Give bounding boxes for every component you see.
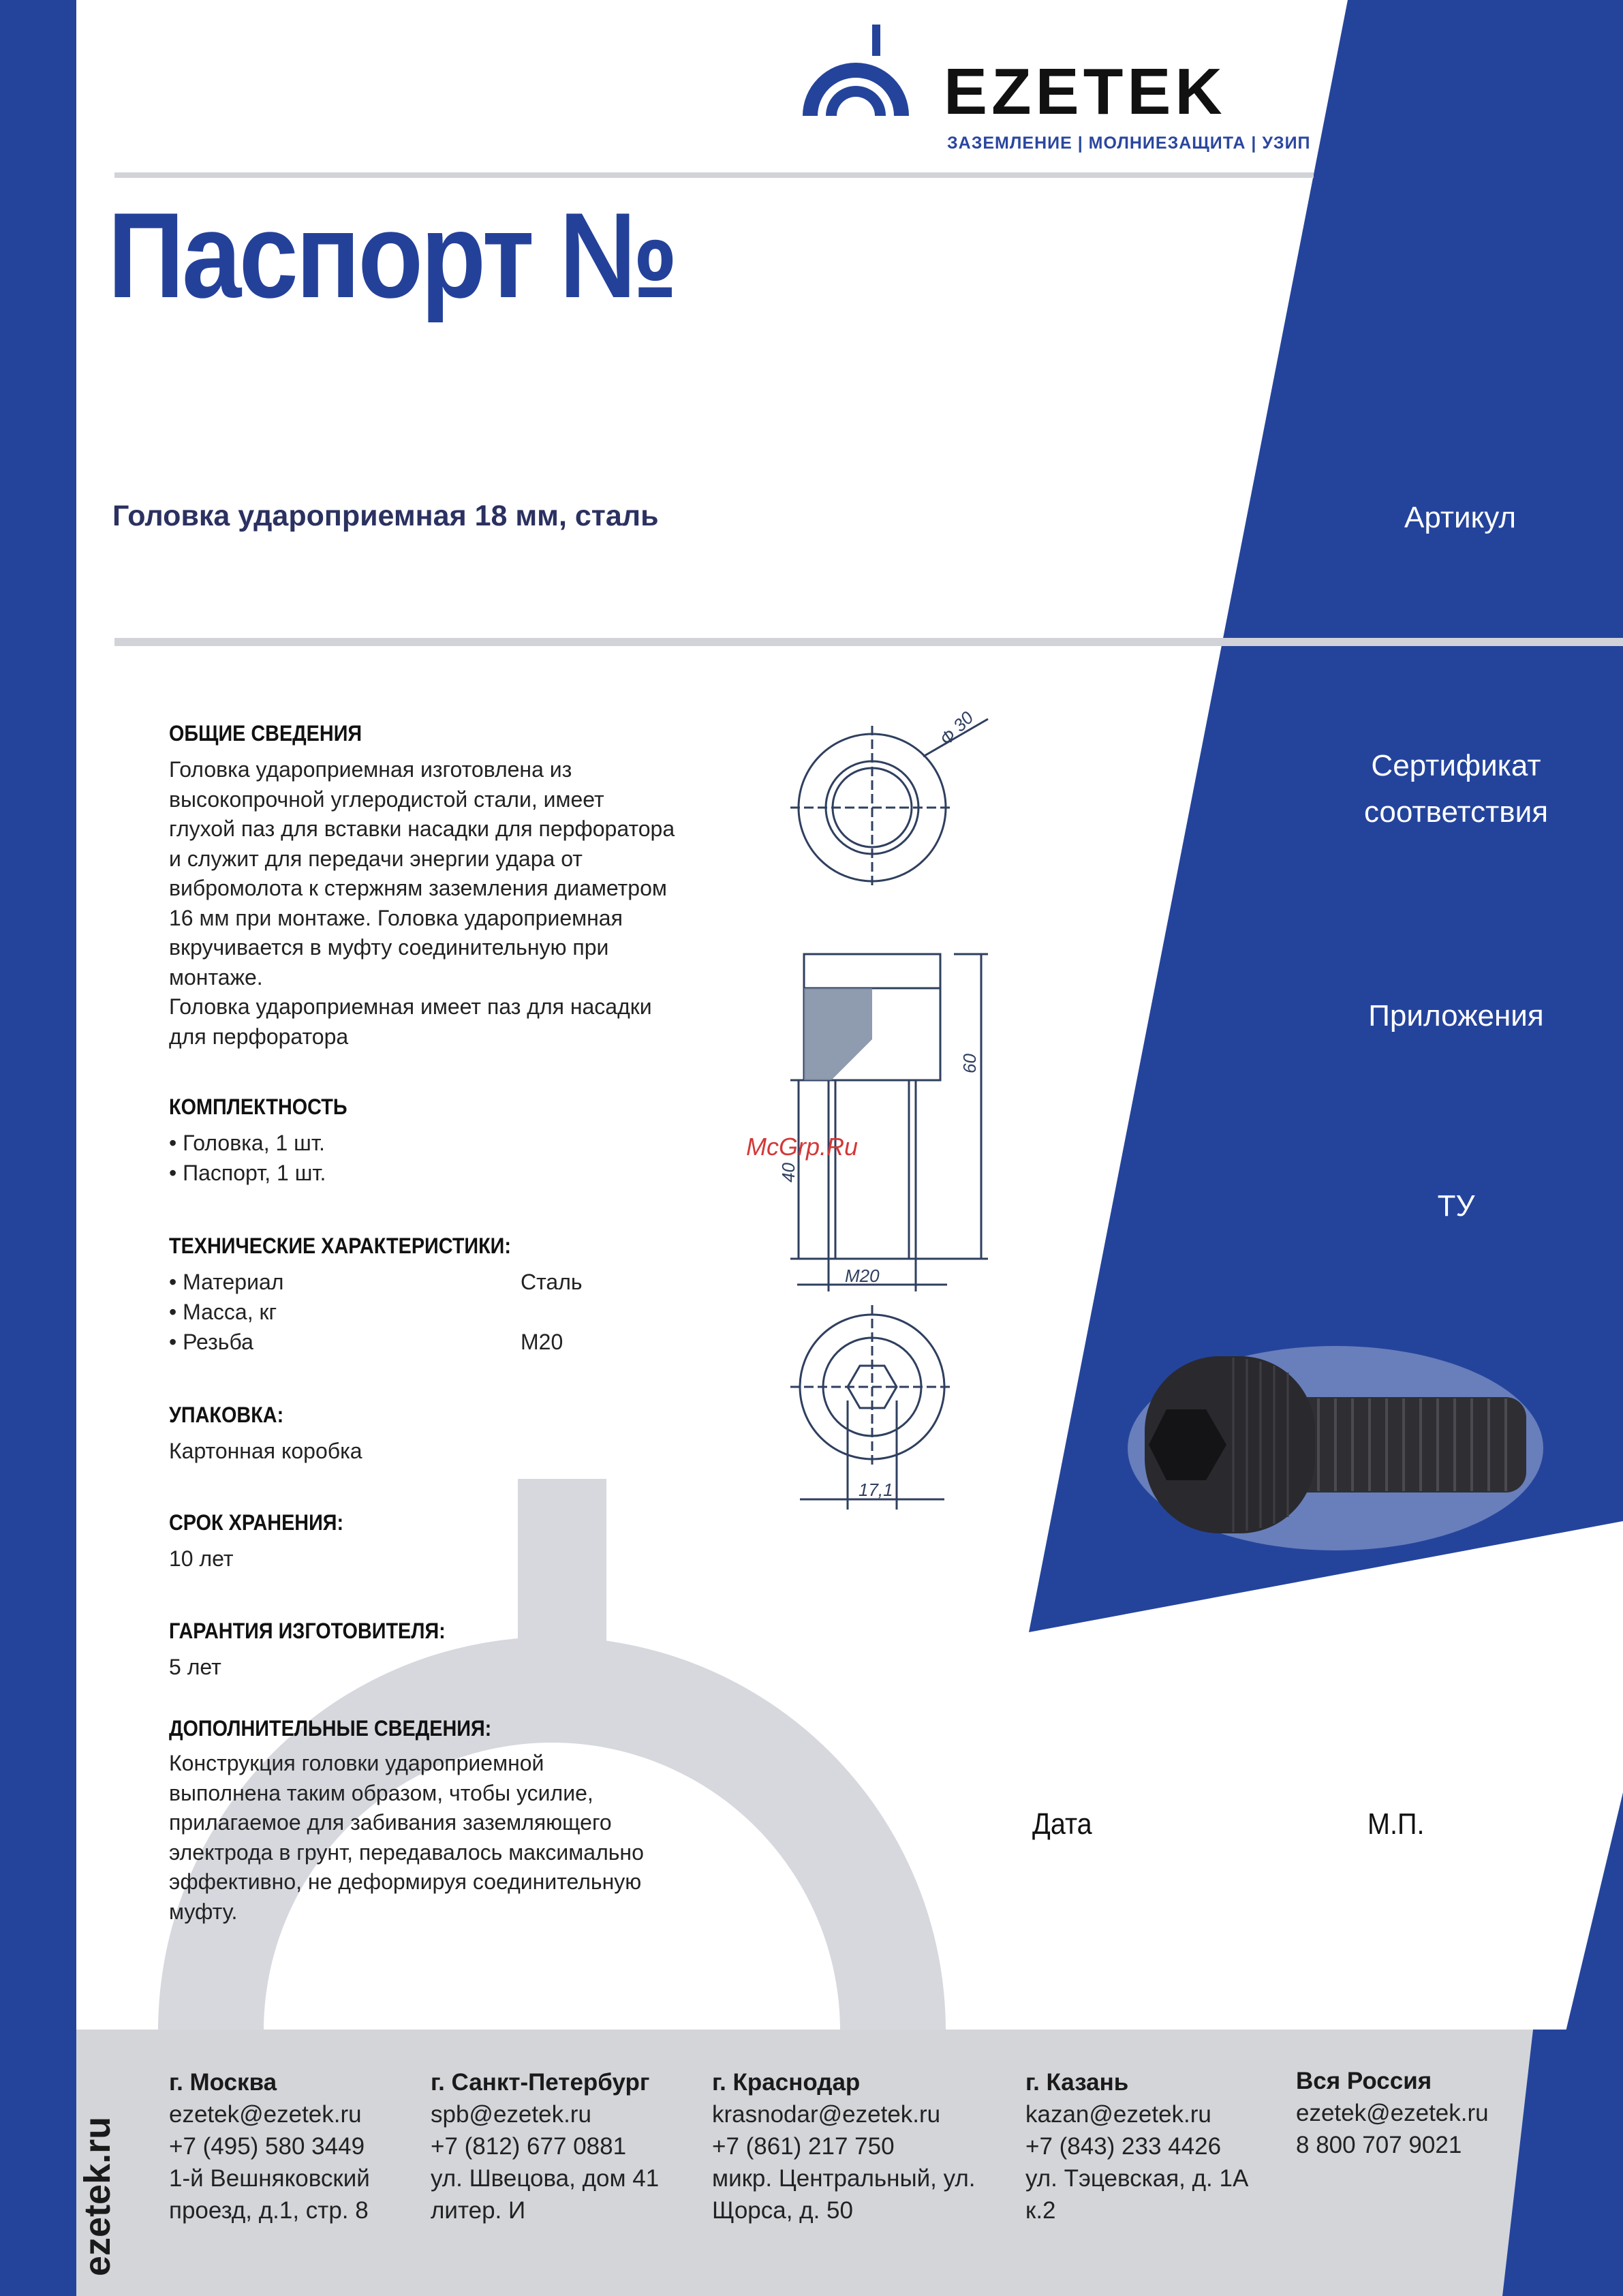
spec-label: • Материал	[169, 1270, 284, 1294]
watermark-text: McGrp.Ru	[746, 1133, 859, 1161]
office-moscow	[169, 2066, 455, 2226]
list-item: • Паспорт, 1 шт.	[169, 1160, 326, 1185]
certificate-line-2: соответствия	[1363, 795, 1549, 829]
office-address: 1-й Вешняковский	[169, 2165, 370, 2192]
tu-label: ТУ	[1437, 1189, 1475, 1223]
drawing-dia-label: Ф 30	[936, 707, 978, 750]
spec-value: Сталь	[521, 1270, 583, 1294]
office-address: к.2	[1025, 2197, 1056, 2224]
office-address: микр. Центральный, ул.	[712, 2165, 976, 2192]
office-city: г. Санкт-Петербург	[431, 2069, 650, 2096]
text-line: и служит для передачи энергии удара от	[169, 846, 583, 871]
brand-tagline: ЗАЗЕМЛЕНИЕ | МОЛНИЕЗАЩИТА | УЗИП	[947, 134, 1311, 153]
text-line: Головка удароприемная изготовлена из	[169, 757, 572, 782]
drawing-length-label: 60	[959, 1054, 980, 1073]
office-address: ул. Швецова, дом 41	[431, 2165, 660, 2192]
office-email[interactable]: ezetek@ezetek.ru	[169, 2101, 362, 2128]
certificate-line-1: Сертификат	[1371, 749, 1541, 782]
drawing-thread-length-label: 40	[778, 1163, 799, 1182]
warranty-text: 5 лет	[169, 1655, 221, 1679]
text-line: Головка удароприемная имеет паз для насадки	[169, 994, 652, 1019]
technical-drawing	[778, 707, 1015, 1523]
spec-row	[169, 1298, 646, 1328]
brand-logo-icon	[799, 25, 913, 116]
office-spb	[431, 2066, 717, 2226]
office-address: ул. Тэцевская, д. 1А	[1025, 2165, 1249, 2192]
office-email[interactable]: ezetek@ezetek.ru	[1296, 2100, 1489, 2126]
drawing-hex-label: 17,1	[859, 1480, 893, 1500]
product-bolt-image	[1124, 1336, 1547, 1554]
article-label: Артикул	[1404, 501, 1517, 534]
text-line: 16 мм при монтаже. Головка удароприемная	[169, 905, 623, 930]
general-heading: ОБЩИЕ СВЕДЕНИЯ	[169, 721, 362, 746]
office-email[interactable]: krasnodar@ezetek.ru	[712, 2101, 941, 2128]
text-line: вибромолота к стержням заземления диаметром	[169, 876, 667, 900]
specs-heading: ТЕХНИЧЕСКИЕ ХАРАКТЕРИСТИКИ:	[169, 1234, 511, 1258]
office-phone[interactable]: +7 (495) 580 3449	[169, 2133, 365, 2160]
page-title: Паспорт №	[108, 187, 676, 323]
text-line: эффективно, не деформируя соединительную	[169, 1869, 642, 1894]
spec-label: • Масса, кг	[169, 1300, 277, 1324]
office-russia	[1296, 2065, 1500, 2161]
office-phone[interactable]: +7 (843) 233 4426	[1025, 2133, 1222, 2160]
office-phone[interactable]: +7 (861) 217 750	[712, 2133, 895, 2160]
text-line: монтаже.	[169, 964, 263, 990]
kit-heading: КОМПЛЕКТНОСТЬ	[169, 1095, 347, 1119]
office-city: г. Москва	[169, 2069, 277, 2096]
office-phone[interactable]: 8 800 707 9021	[1296, 2132, 1462, 2158]
packing-text: Картонная коробка	[169, 1439, 362, 1463]
product-name: Головка удароприемная 18 мм, сталь	[112, 500, 659, 532]
packing-heading: УПАКОВКА:	[169, 1403, 284, 1427]
drawing-thread-label: M20	[845, 1266, 880, 1286]
office-address: Щорса, д. 50	[712, 2197, 853, 2224]
spec-row	[169, 1328, 646, 1358]
office-address: литер. И	[431, 2197, 526, 2224]
text-line: Конструкция головки удароприемной	[169, 1751, 544, 1775]
extra-text	[169, 1749, 714, 1927]
stamp-label: М.П.	[1367, 1807, 1425, 1841]
shelf-text: 10 лет	[169, 1546, 234, 1571]
office-city: г. Краснодар	[712, 2069, 861, 2096]
date-label: Дата	[1032, 1807, 1092, 1841]
office-city: Вся Россия	[1296, 2068, 1432, 2094]
office-email[interactable]: kazan@ezetek.ru	[1025, 2101, 1211, 2128]
extra-heading: ДОПОЛНИТЕЛЬНЫЕ СВЕДЕНИЯ:	[169, 1716, 492, 1741]
office-phone[interactable]: +7 (812) 677 0881	[431, 2133, 627, 2160]
spec-row	[169, 1268, 646, 1298]
spec-value: M20	[521, 1330, 563, 1354]
office-city: г. Казань	[1025, 2069, 1129, 2096]
shelf-heading: СРОК ХРАНЕНИЯ:	[169, 1510, 344, 1535]
text-line: для перфоратора	[169, 1024, 349, 1049]
list-item: • Головка, 1 шт.	[169, 1131, 325, 1155]
warranty-heading: ГАРАНТИЯ ИЗГОТОВИТЕЛЯ:	[169, 1619, 446, 1643]
kit-list	[169, 1129, 714, 1188]
office-address: проезд, д.1, стр. 8	[169, 2197, 369, 2224]
attachments-label: Приложения	[1368, 999, 1544, 1032]
text-line: глухой паз для вставки насадки для перфоратора	[169, 816, 675, 841]
text-line: вкручивается в муфту соединительную при	[169, 935, 609, 960]
office-kazan	[1025, 2066, 1312, 2226]
spec-label: • Резьба	[169, 1330, 253, 1354]
text-line: высокопрочной углеродистой стали, имеет	[169, 786, 604, 812]
brand-name: EZETEK	[944, 55, 1226, 128]
text-line: выполнена таким образом, чтобы усилие,	[169, 1780, 593, 1805]
footer-site[interactable]: ezetek.ru	[77, 2116, 118, 2276]
text-line: муфту.	[169, 1899, 238, 1924]
certificate-label	[1320, 743, 1592, 836]
text-line: прилагаемое для забивания заземляющего	[169, 1810, 612, 1835]
text-line: электрода в грунт, передавалось максимально	[169, 1839, 644, 1865]
general-text	[169, 755, 714, 1052]
office-krasnodar	[712, 2066, 998, 2226]
office-email[interactable]: spb@ezetek.ru	[431, 2101, 591, 2128]
